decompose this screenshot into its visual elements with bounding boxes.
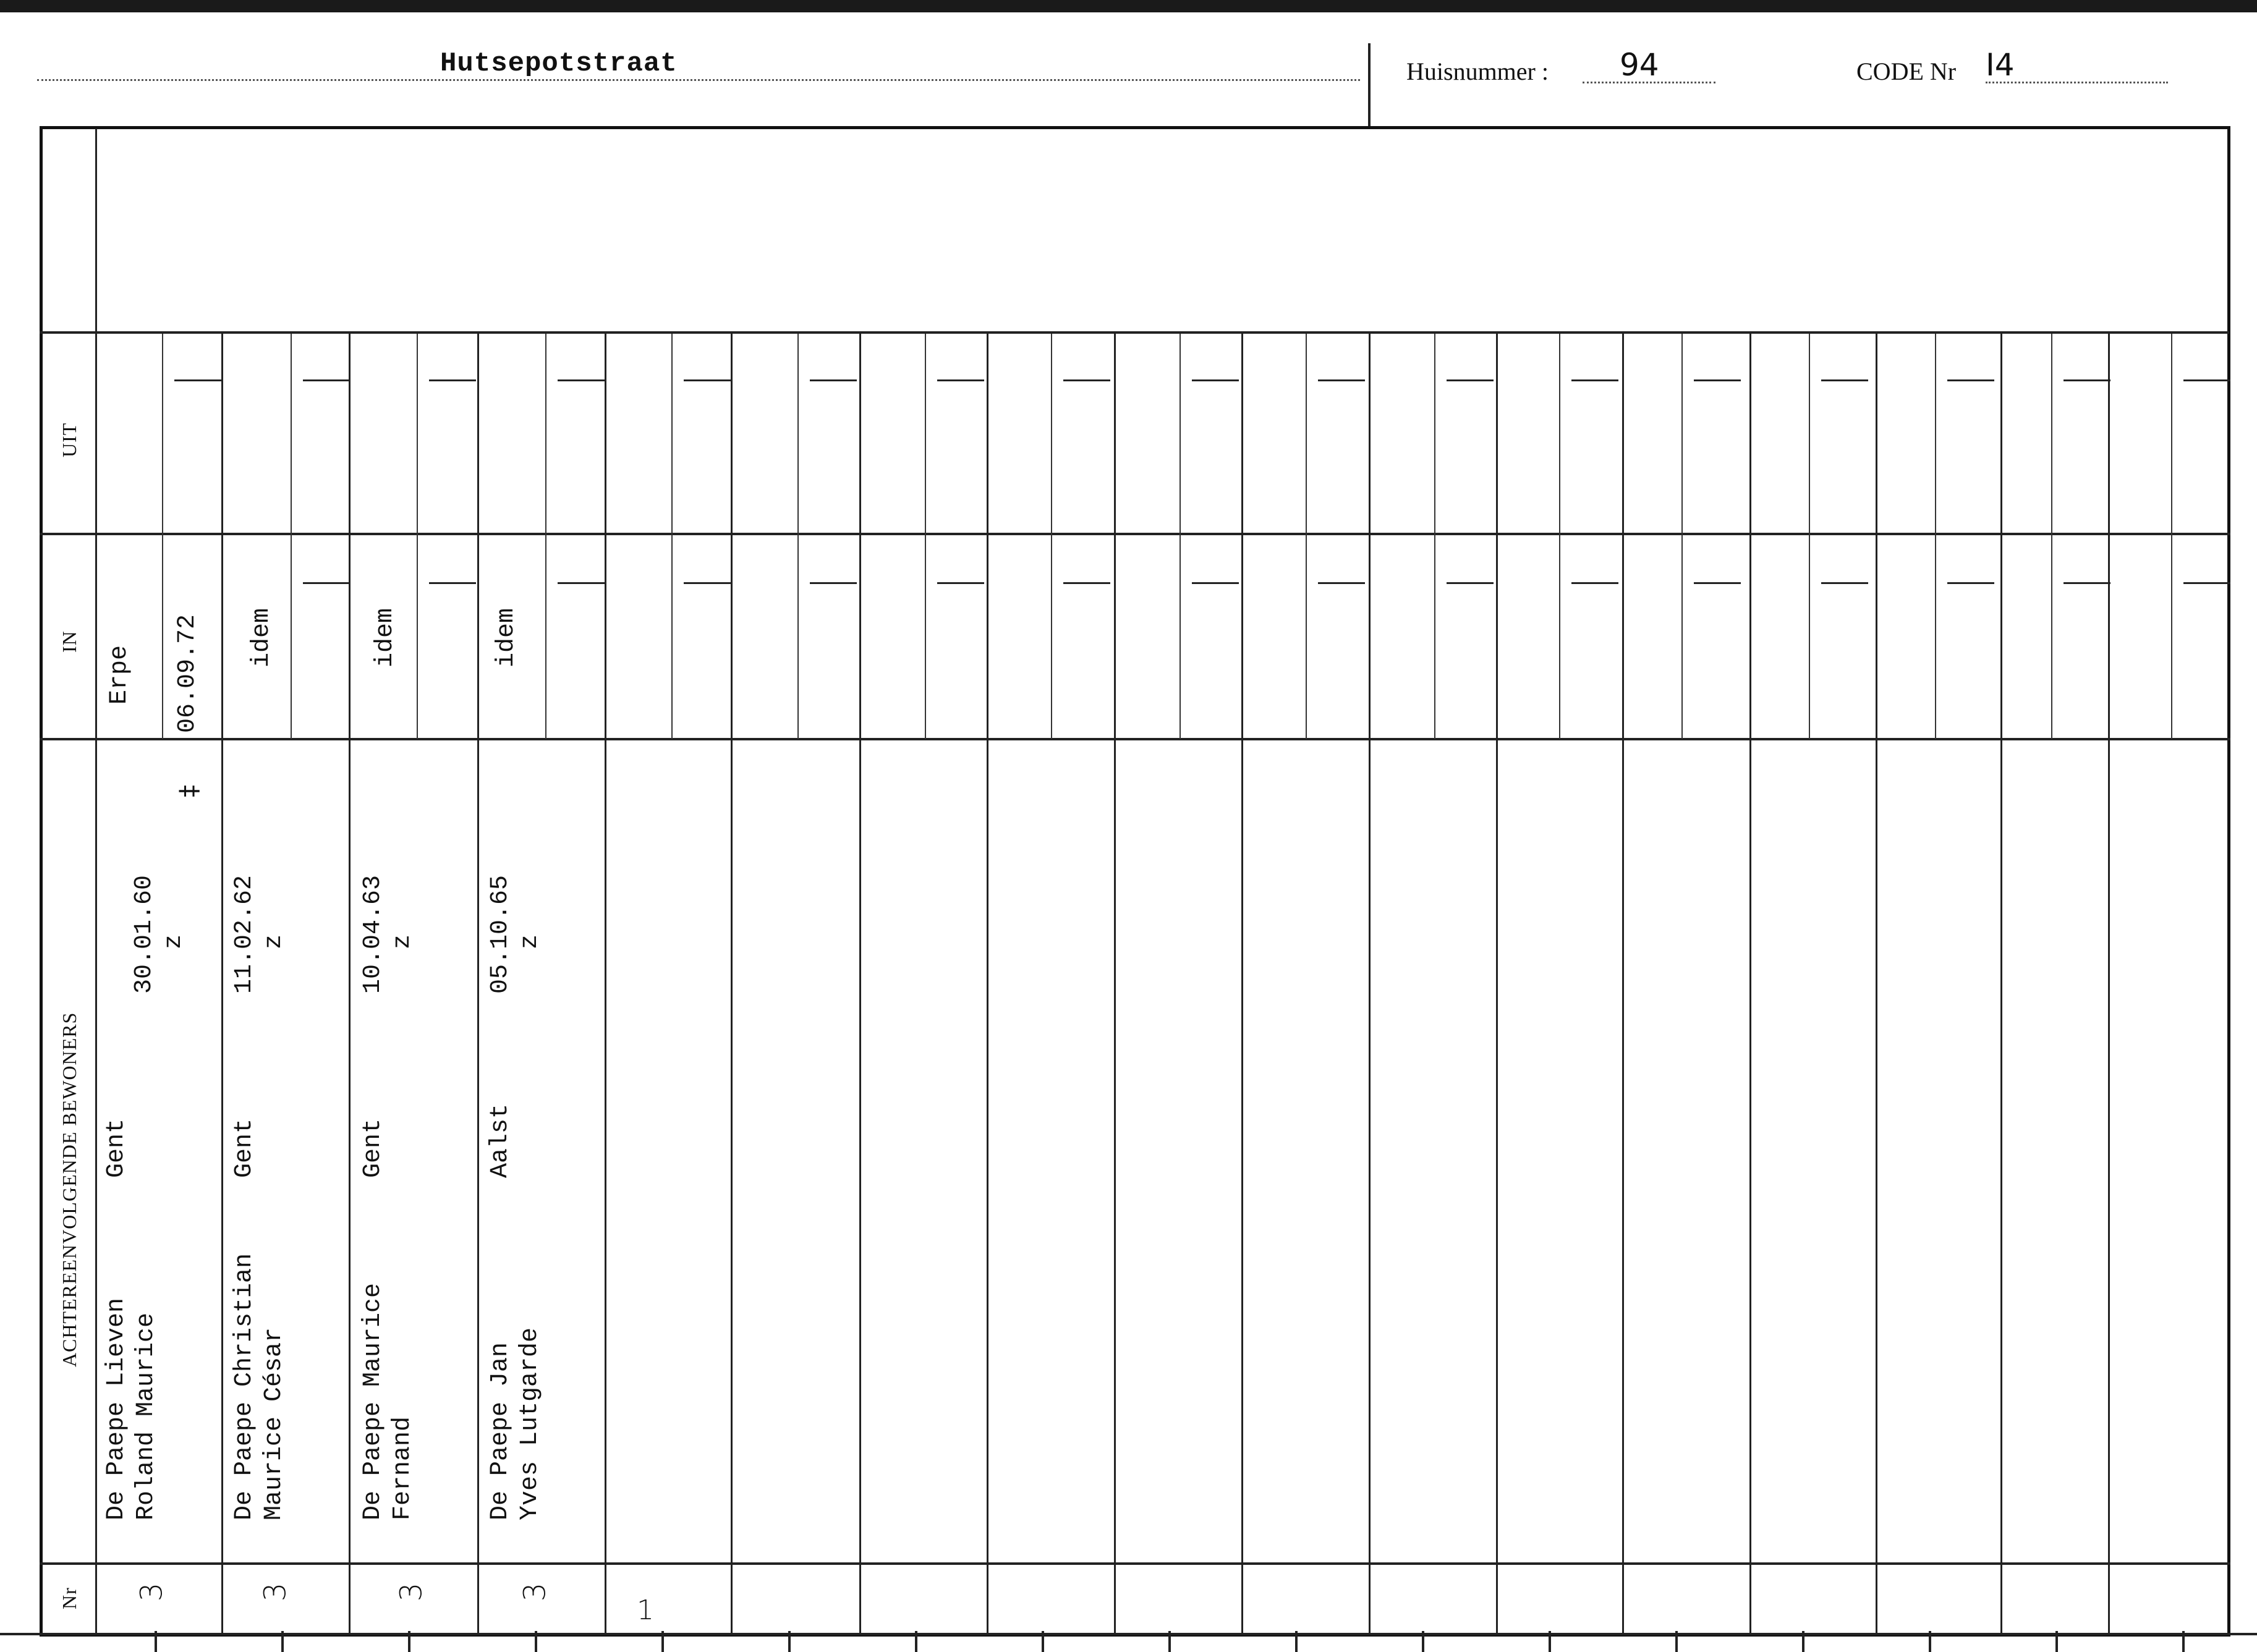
street-name: Hutsepotstraat xyxy=(440,48,678,79)
resident-birthdate: 10.04.63 z xyxy=(359,875,417,994)
subcolumn-line xyxy=(797,334,799,739)
column-line xyxy=(1369,334,1371,1634)
column-line xyxy=(477,334,479,1634)
subcolumn-line xyxy=(1180,334,1181,739)
subcolumn-line xyxy=(545,334,546,739)
resident-in-place: idem xyxy=(372,608,399,667)
empty-entry-dash xyxy=(2064,582,2110,584)
subcolumn-line xyxy=(671,334,673,739)
column-line xyxy=(2000,334,2002,1634)
top-edge-band xyxy=(0,0,2257,12)
subcolumn-line xyxy=(2051,334,2052,739)
column-line xyxy=(349,334,351,1634)
empty-entry-dash xyxy=(2064,379,2110,381)
bottom-tick xyxy=(281,1631,284,1652)
empty-entry-dash xyxy=(1063,582,1110,584)
column-line xyxy=(1622,334,1624,1634)
empty-entry-dash xyxy=(2183,582,2230,584)
nr-handwritten-mark: 1 xyxy=(637,1595,654,1626)
street-dotted-line xyxy=(37,79,1360,81)
empty-entry-dash xyxy=(1063,379,1110,381)
empty-entry-dash xyxy=(1447,582,1494,584)
empty-entry-dash xyxy=(1192,582,1239,584)
bottom-edge-line xyxy=(0,1633,2257,1635)
column-line xyxy=(731,334,733,1634)
subcolumn-line xyxy=(162,334,163,739)
empty-entry-dash xyxy=(1694,582,1741,584)
empty-entry-dash xyxy=(1318,582,1365,584)
label-column-divider xyxy=(95,129,97,1634)
house-number-value: 94 xyxy=(1620,47,1659,83)
resident-mark: ‡ xyxy=(175,785,203,797)
code-value: I4 xyxy=(1986,47,2015,83)
empty-entry-dash xyxy=(937,582,984,584)
column-line xyxy=(1496,334,1498,1634)
bottom-tick xyxy=(1929,1631,1931,1652)
house-number-label: Huisnummer : xyxy=(1406,57,1549,85)
resident-in-date: 06.09.72 xyxy=(174,614,202,733)
empty-entry-dash xyxy=(1947,582,1994,584)
bottom-tick xyxy=(408,1631,410,1652)
subcolumn-line xyxy=(1935,334,1936,739)
column-line xyxy=(1114,334,1116,1634)
subcolumn-line xyxy=(1809,334,1810,739)
column-line xyxy=(1876,334,1877,1634)
column-line xyxy=(987,334,988,1634)
bottom-tick xyxy=(1042,1631,1044,1652)
empty-entry-dash xyxy=(1694,379,1741,381)
resident-birthdate: 11.02.62 z xyxy=(231,875,288,994)
resident-nr: 3 xyxy=(517,1582,553,1602)
residents-nr-divider xyxy=(40,1562,2230,1565)
empty-entry-dash xyxy=(303,582,350,584)
empty-entry-dash xyxy=(174,379,221,381)
empty-entry-dash xyxy=(1821,379,1868,381)
bottom-tick xyxy=(1675,1631,1678,1652)
subcolumn-line xyxy=(1306,334,1307,739)
bottom-tick xyxy=(2055,1631,2058,1652)
resident-birthplace: Aalst xyxy=(487,1103,514,1178)
empty-entry-dash xyxy=(1571,582,1618,584)
code-label: CODE Nr xyxy=(1856,57,1957,85)
top-section-divider xyxy=(95,331,2229,334)
resident-birthdate: 05.10.65 z xyxy=(487,875,544,994)
resident-birthplace: Gent xyxy=(359,1118,387,1178)
uit-top-divider xyxy=(40,331,96,334)
resident-birthplace: Gent xyxy=(231,1118,258,1178)
resident-nr: 3 xyxy=(258,1582,293,1602)
in-residents-divider xyxy=(40,738,2230,740)
column-line xyxy=(605,334,606,1634)
bottom-tick xyxy=(1168,1631,1171,1652)
empty-entry-dash xyxy=(937,379,984,381)
empty-entry-dash xyxy=(1447,379,1494,381)
subcolumn-line xyxy=(291,334,292,739)
empty-entry-dash xyxy=(429,379,476,381)
subcolumn-line xyxy=(417,334,418,739)
empty-entry-dash xyxy=(303,379,350,381)
subcolumn-line xyxy=(925,334,926,739)
bottom-tick xyxy=(1422,1631,1424,1652)
empty-entry-dash xyxy=(1947,379,1994,381)
section-label-in: IN xyxy=(58,630,80,653)
resident-in-place: idem xyxy=(493,608,521,667)
resident-in-place: Erpe xyxy=(106,645,134,705)
section-label-uit: UIT xyxy=(58,422,80,457)
column-line xyxy=(2108,334,2110,1634)
resident-name: De Paepe Christian Maurice César xyxy=(231,1253,288,1520)
resident-name: De Paepe Maurice Fernand xyxy=(359,1282,417,1520)
resident-name: De Paepe Lieven Roland Maurice xyxy=(103,1297,160,1520)
empty-entry-dash xyxy=(558,582,605,584)
empty-entry-dash xyxy=(1821,582,1868,584)
column-line xyxy=(221,334,223,1634)
bottom-tick xyxy=(788,1631,791,1652)
bottom-tick xyxy=(2182,1631,2185,1652)
section-label-residents: ACHTEREENVOLGENDE BEWONERS xyxy=(58,1012,80,1367)
resident-name: De Paepe Jan Yves Lutgarde xyxy=(487,1327,544,1520)
column-line xyxy=(1749,334,1751,1634)
resident-nr: 3 xyxy=(394,1582,429,1602)
empty-entry-dash xyxy=(429,582,476,584)
bottom-tick xyxy=(1802,1631,1804,1652)
section-label-nr: Nr xyxy=(58,1587,80,1609)
subcolumn-line xyxy=(1681,334,1683,739)
header-separator xyxy=(1368,43,1371,126)
subcolumn-line xyxy=(1559,334,1560,739)
column-line xyxy=(859,334,861,1634)
empty-entry-dash xyxy=(1571,379,1618,381)
empty-entry-dash xyxy=(810,582,857,584)
empty-entry-dash xyxy=(558,379,605,381)
subcolumn-line xyxy=(1434,334,1435,739)
column-line xyxy=(1241,334,1243,1634)
bottom-tick xyxy=(915,1631,917,1652)
empty-entry-dash xyxy=(684,582,731,584)
empty-entry-dash xyxy=(2183,379,2230,381)
resident-birthdate: 30.01.60 z xyxy=(130,875,188,994)
empty-entry-dash xyxy=(1318,379,1365,381)
bottom-tick xyxy=(661,1631,664,1652)
bottom-tick xyxy=(155,1631,157,1652)
resident-birthplace: Gent xyxy=(103,1118,130,1178)
bottom-tick xyxy=(535,1631,537,1652)
subcolumn-line xyxy=(1051,334,1052,739)
resident-in-place: idem xyxy=(248,608,276,667)
empty-entry-dash xyxy=(1192,379,1239,381)
bottom-tick xyxy=(1295,1631,1298,1652)
subcolumn-line xyxy=(2171,334,2172,739)
empty-entry-dash xyxy=(810,379,857,381)
empty-entry-dash xyxy=(684,379,731,381)
bottom-tick xyxy=(1549,1631,1551,1652)
uit-in-divider xyxy=(40,533,2230,535)
resident-nr: 3 xyxy=(134,1582,169,1602)
